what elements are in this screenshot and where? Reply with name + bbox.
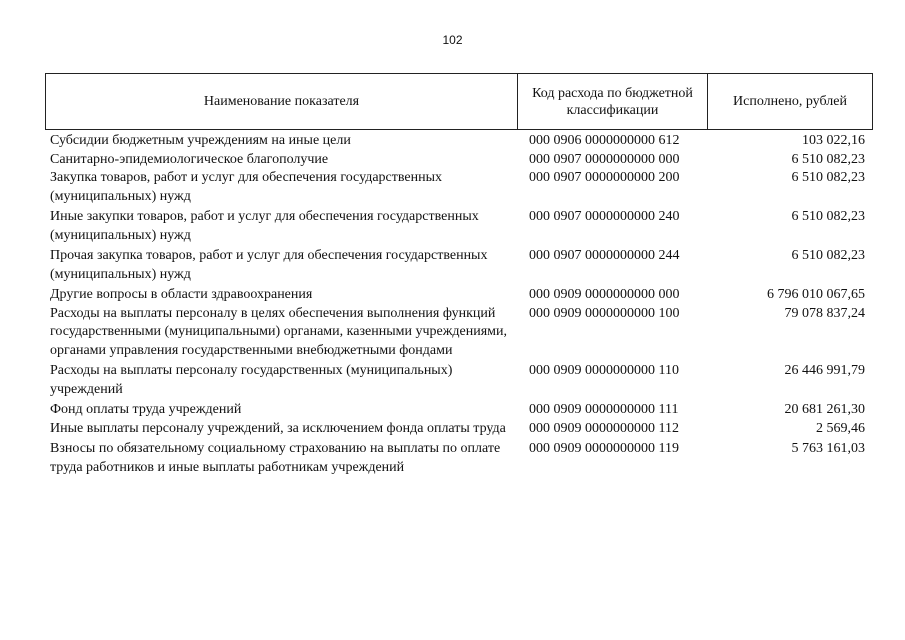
cell-code: 000 0907 0000000000 240 [529, 209, 680, 224]
cell-code: 000 0907 0000000000 000 [529, 151, 680, 167]
cell-name: Взносы по обязательному социальному страхованию на выплаты по оплате труда работников и иные выплаты работникам учреждений [50, 441, 501, 475]
cell-name: Иные закупки товаров, работ и услуг для обеспечения государственных (муниципальных) нужд [50, 209, 479, 243]
table-row [45, 208, 873, 245]
header-value: Исполнено, рублей [733, 94, 847, 109]
cell-code: 000 0909 0000000000 110 [529, 363, 679, 378]
cell-code: 000 0909 0000000000 112 [529, 420, 679, 436]
cell-name: Закупка товаров, работ и услуг для обеспечения государственных (муниципальных) нужд [50, 170, 443, 204]
page-number: 102 [442, 33, 463, 47]
cell-value: 6 510 082,23 [791, 209, 865, 224]
cell-name: Субсидии бюджетным учреждениям на иные цели [50, 133, 351, 148]
table-row [45, 132, 873, 151]
cell-code: 000 0909 0000000000 100 [529, 305, 680, 321]
table-row [45, 247, 873, 284]
cell-value: 6 796 010 067,65 [767, 287, 865, 302]
table-row [45, 286, 873, 305]
cell-name: Прочая закупка товаров, работ и услуг для обеспечения государственных (муниципальных) нужд [50, 248, 488, 282]
cell-name: Расходы на выплаты персоналу в целях обеспечения выполнения функций государственными (муниципальными) органами, казенными учреждениями, органами управления государственными внебюджетными фондами [50, 305, 507, 358]
cell-code: 000 0907 0000000000 244 [529, 248, 680, 263]
cell-value: 79 078 837,24 [784, 305, 865, 321]
table-row [45, 362, 873, 399]
cell-code: 000 0906 0000000000 612 [529, 133, 680, 148]
table-row [45, 440, 873, 477]
cell-value: 103 022,16 [802, 133, 865, 148]
table-row [45, 169, 873, 206]
cell-name: Санитарно-эпидемиологическое благополучие [50, 151, 329, 167]
table-body [45, 132, 873, 477]
cell-value: 6 510 082,23 [791, 170, 865, 185]
table-row [45, 420, 873, 439]
cell-value: 26 446 991,79 [784, 363, 865, 378]
cell-code: 000 0909 0000000000 119 [529, 441, 679, 456]
cell-value: 20 681 261,30 [784, 402, 865, 417]
table-row [45, 401, 873, 420]
cell-value: 5 763 161,03 [791, 441, 865, 456]
cell-name: Фонд оплаты труда учреждений [50, 402, 242, 417]
table-row [45, 151, 873, 170]
header-name: Наименование показателя [46, 74, 518, 129]
cell-value: 2 569,46 [816, 420, 865, 436]
cell-name: Иные выплаты персоналу учреждений, за исключением фонда оплаты труда [50, 420, 506, 436]
cell-value: 6 510 082,23 [791, 151, 865, 167]
table-row [45, 305, 873, 361]
cell-name: Расходы на выплаты персоналу государственных (муниципальных) учреждений [50, 363, 453, 397]
cell-value: 6 510 082,23 [791, 248, 865, 263]
header-code: Код расхода по бюджетной классификации [518, 74, 708, 129]
cell-code: 000 0909 0000000000 111 [529, 402, 679, 417]
table-header [45, 73, 873, 130]
cell-code: 000 0907 0000000000 200 [529, 170, 680, 185]
cell-code: 000 0909 0000000000 000 [529, 287, 680, 302]
cell-name: Другие вопросы в области здравоохранения [50, 287, 313, 302]
